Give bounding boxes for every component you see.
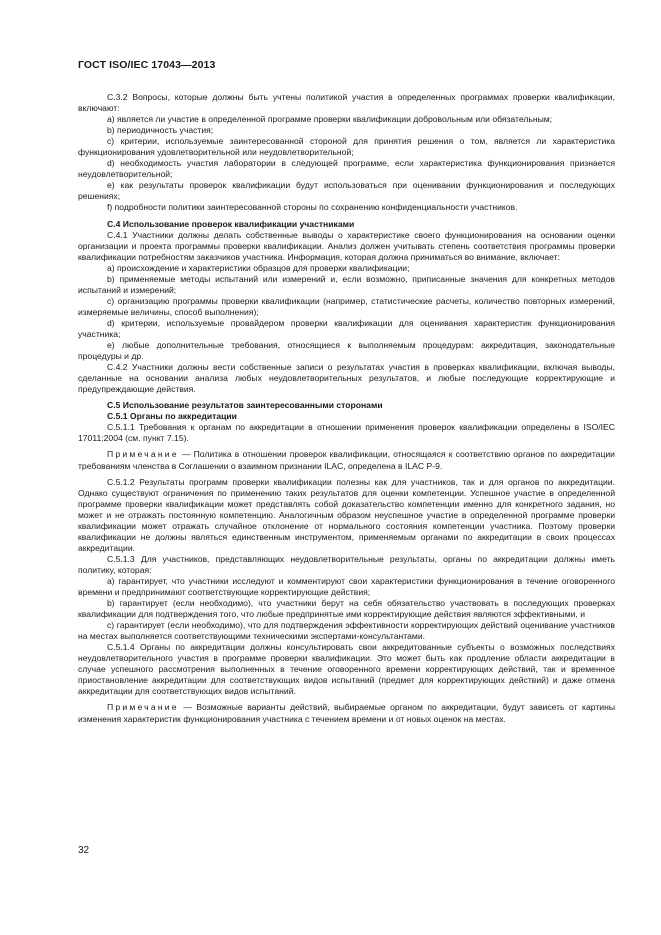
list-item: b) гарантирует (если необходимо), что участники берут на себя обязательство участвовать в последующих проверках квалификации для подтверждения того, что любые предпринятые ими корректирующие действия являются эффективными, и (78, 598, 615, 620)
section-heading-c-5: C.5 Использование результатов заинтересованными сторонами (107, 400, 383, 411)
note-text: — Возможные варианты действий, выбираемые органом по аккредитации, будут зависеть от картины изменения характеристик функционирования участника с течением времени и от новых оценок на местах. (78, 702, 615, 724)
list-item: d) критерии, используемые провайдером проверки квалификации для оценивания характеристик функционирования участника; (78, 317, 615, 339)
paragraph-c-5-1-1: C.5.1.1 Требования к органам по аккредитации в отношении применения проверок квалификации определены в ISO/IEC 17011:2004 (см. пункт 7.15). (78, 422, 615, 444)
note-label: Примечание (107, 702, 179, 713)
list-item: е) любые дополнительные требования, относящиеся к выполняемым процедурам: аккредитация, законодательные процедуры и др. (78, 340, 615, 362)
paragraph-c-5-1-4: C.5.1.4 Органы по аккредитации должны консультировать свои аккредитованные субъекты о возможных последствиях неудовлетворительного участия в программе проверки квалификации. Это может быть как продление области аккредитации в случае успешного рассмотрения выполненных в течение оговоренного времени корректирующих действий, так и временное приостановление аккредитации для соответствующих видов испытаний (предмет для корректирующих действий) и даже отмена аккредитации для соответствующих видов испытаний. (78, 642, 615, 697)
paragraph-c-3-2: C.3.2 Вопросы, которые должны быть учтены политикой участия в определенных программах проверки квалификации, включают: (78, 92, 615, 114)
document-body (78, 92, 615, 725)
list-item: е) как результаты проверок квалификации будут использоваться при оценивании функционирования и последующих решениях; (78, 180, 615, 202)
list-item: а) происхождение и характеристики образцов для проверки квалификации; (107, 262, 410, 273)
paragraph-c-5-1-3: C.5.1.3 Для участников, представляющих неудовлетворительные результаты, органы по аккредитации должны иметь политику, которая: (78, 553, 615, 575)
note-1 (78, 449, 615, 471)
list-item: b) периодичность участия; (107, 125, 214, 136)
note-label: Примечание (107, 449, 179, 460)
document-header: ГОСТ ISO/IEC 17043—2013 (78, 59, 216, 71)
list-item: с) организацию программы проверки квалификации (например, статистические расчеты, количество повторных измерений, измеряемые величины, способ выполнения); (78, 295, 615, 317)
paragraph-c-4-1: C.4.1 Участники должны делать собственные выводы о характеристике своего функционирования на основании оценки организации и проекта программы проверки квалификации. Анализ должен учитывать степень соответствия программы проверки квалификации потребностям заказчиков участника. Информация, которая должна приниматься во внимание, включает: (78, 229, 615, 262)
list-item: с) критерии, используемые заинтересованной стороной для принятия решения о том, является ли характеристика функционирования удовлетворительной или неудовлетворительной; (78, 136, 615, 158)
page-number: 32 (78, 845, 90, 856)
list-item: с) гарантирует (если необходимо), что для подтверждения эффективности корректирующих действий оценивание участников на местах выполняется соответствующими техническими экспертами-консультантами. (78, 620, 615, 642)
list-item: а) гарантирует, что участники исследуют и комментируют свои характеристики функционирования в течение оговоренного времени и предпринимают соответствующие корректирующие действия; (78, 575, 615, 598)
paragraph-c-5-1-2: C.5.1.2 Результаты программ проверки квалификации полезны как для участников, так и для органов по аккредитации. Однако существуют ограничения по применению таких результатов для оценки компетенции. Успешное участие в определенной программе проверки квалификации может представлять собой доказательство компетенции именно для конкретного задания, но может и не отражать постоянную компетенцию. Аналогичным образом неуспешное участие в определенной программе проверки квалификации может отражать случайное отклонение от нормального состояния компетенции участника. Поэтому проверки квалификации не должны являться единственным инструментом, применяемым органами по аккредитации в своих процессах аккредитации. (78, 476, 615, 553)
section-heading-c-5-1: C.5.1 Органы по аккредитации (107, 411, 237, 422)
list-item: d) необходимость участия лаборатории в следующей программе, если характеристика функционирования признается неудовлетворительной; (78, 158, 615, 180)
list-item: а) является ли участие в определенной программе проверки квалификации добровольным или обязательным; (107, 114, 553, 125)
note-text: — Политика в отношении проверок квалификации, относящаяся к соответствию органов по аккредитации требованиям членства в Соглашении о взаимном признании ILAC, определена в ILAC P-9. (78, 449, 615, 471)
section-heading-c-4: C.4 Использование проверок квалификации участниками (107, 218, 355, 229)
list-item: f) подробности политики заинтересованной стороны по сохранению конфиденциальности участников. (107, 202, 518, 213)
note-2 (78, 702, 615, 724)
paragraph-c-4-2: C.4.2 Участники должны вести собственные записи о результатах участия в проверках квалификации, включая выводы, сделанные на основании анализа любых неудовлетворительных результатов, и любые последующие корректирующие и предупреждающие действия. (78, 362, 615, 395)
list-item: b) применяемые методы испытаний или измерений и, если возможно, приписанные значения для конкретных методов испытаний и измерений; (78, 273, 615, 295)
